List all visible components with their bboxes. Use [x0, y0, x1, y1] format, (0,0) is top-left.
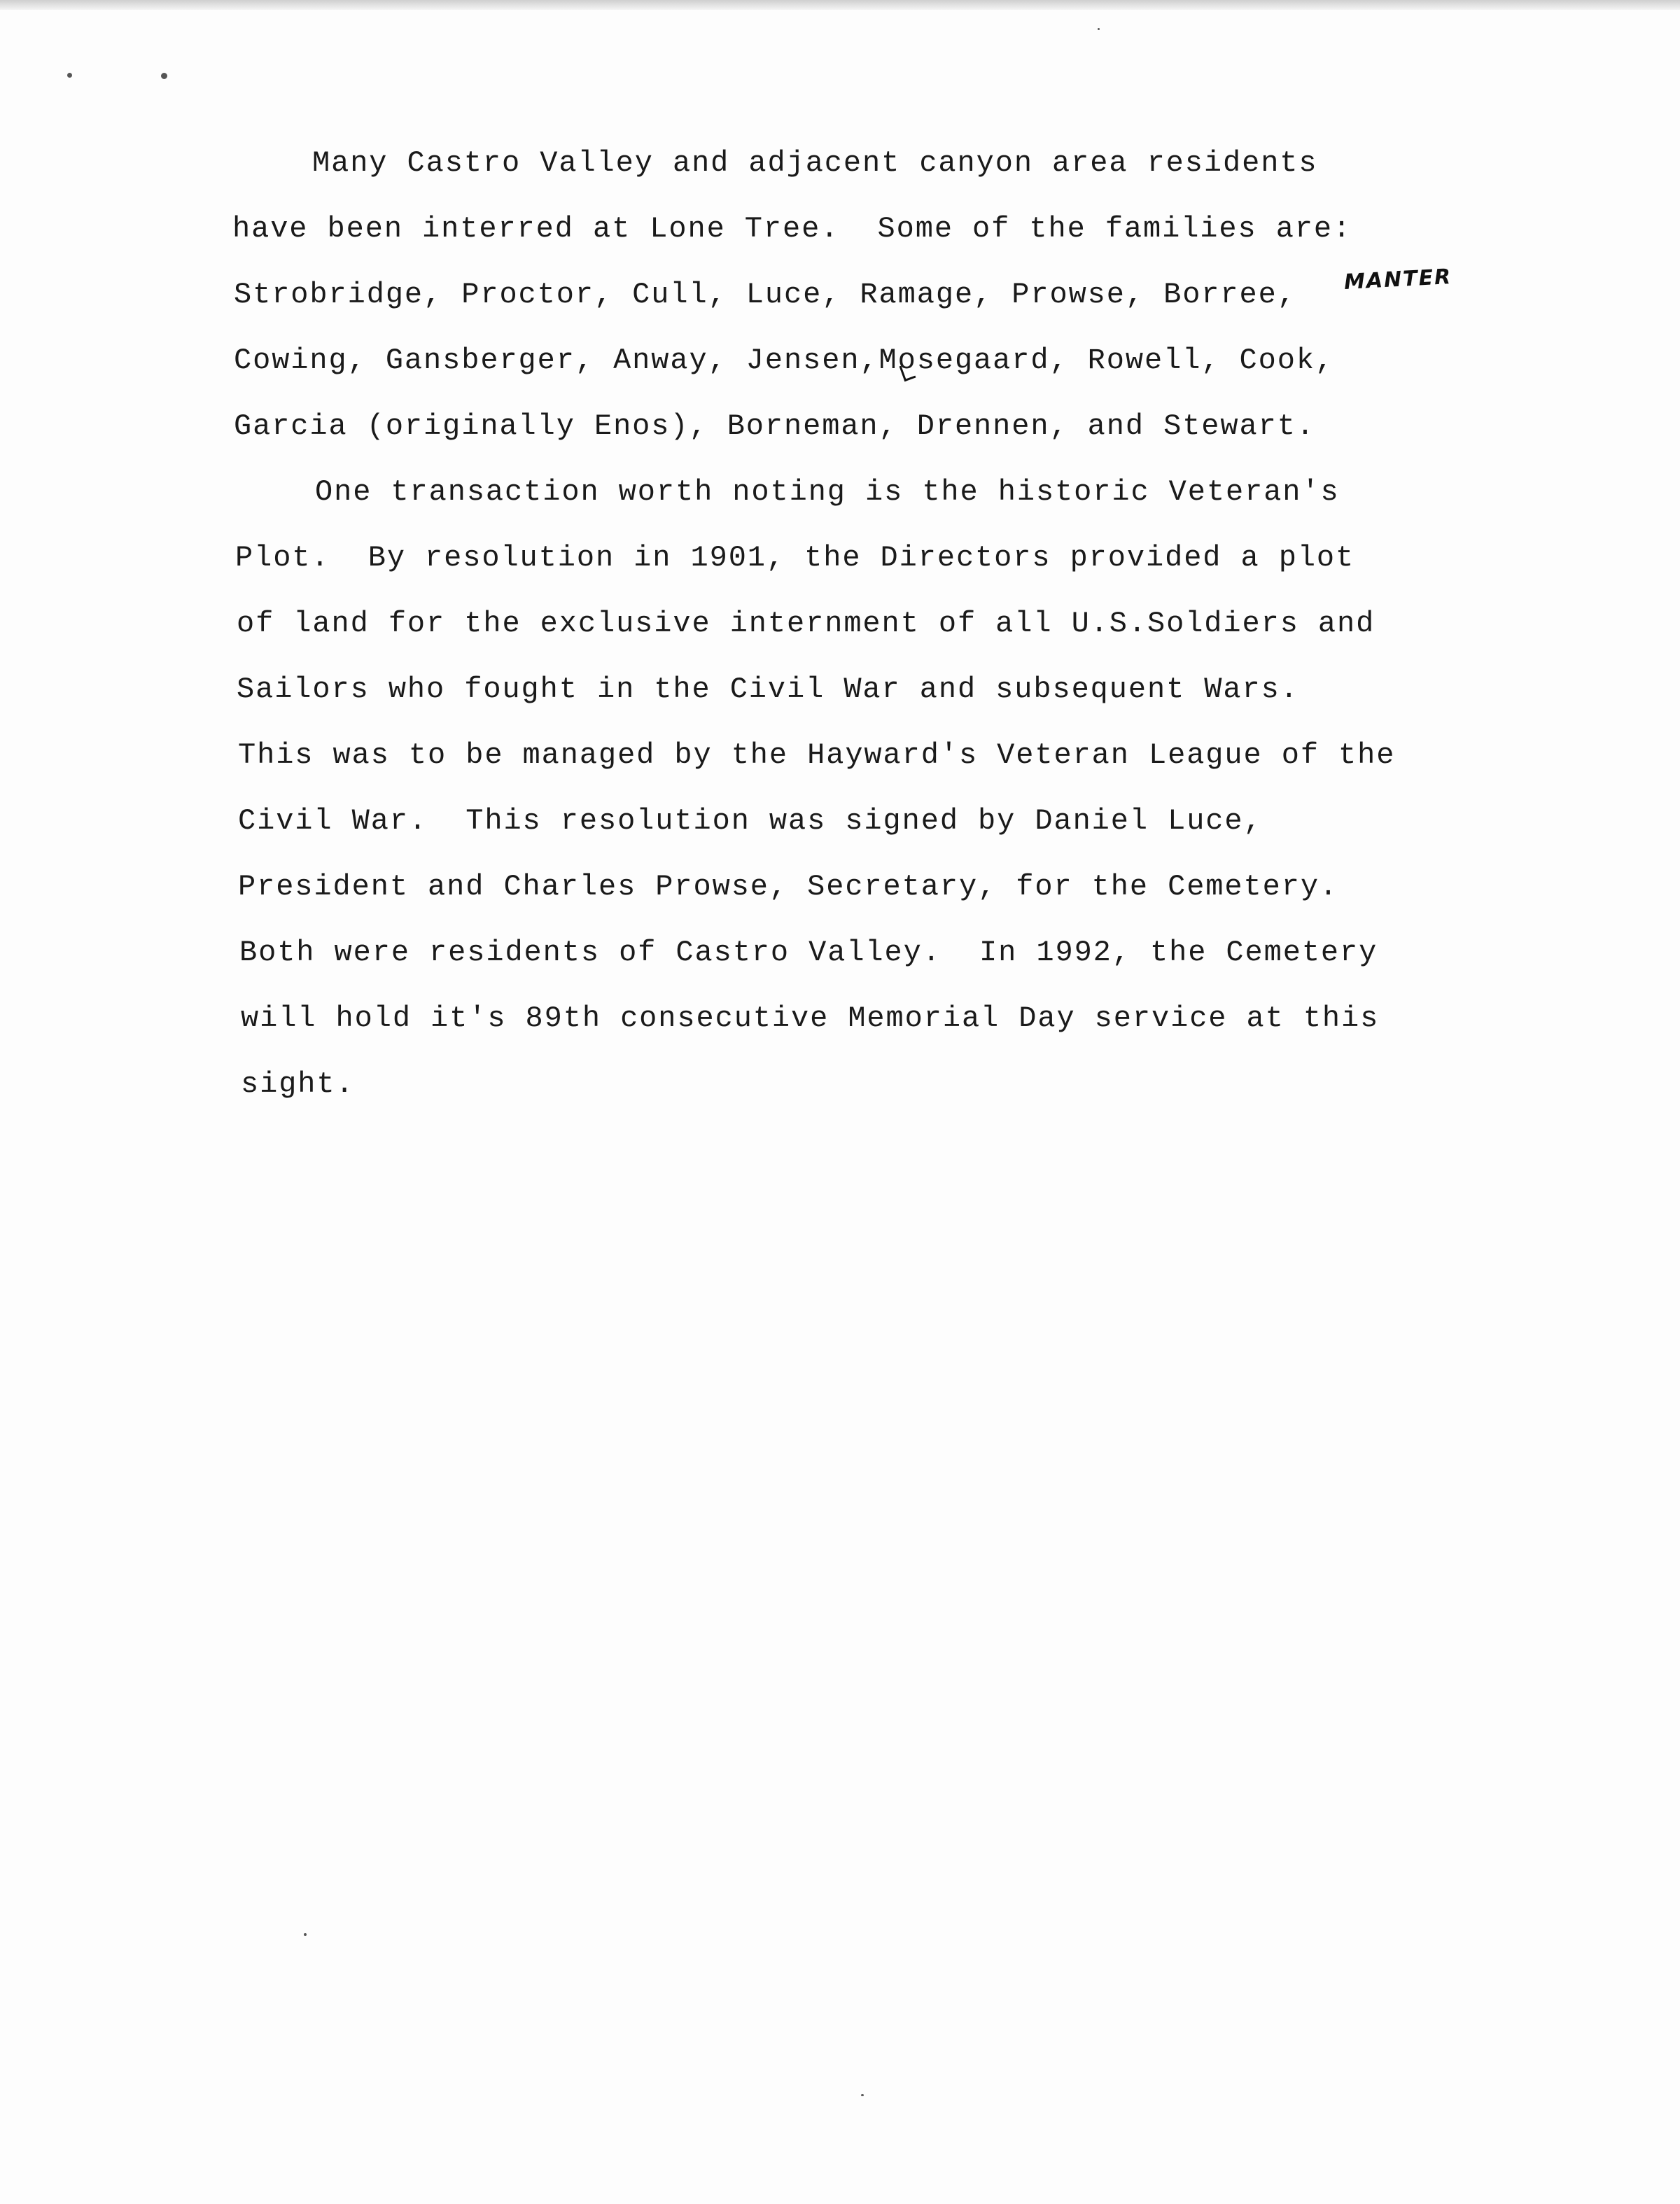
body-text-line: Plot. By resolution in 1901, the Directors provided a plot	[235, 541, 1355, 575]
body-text-line: Sailors who fought in the Civil War and subsequent Wars.	[237, 673, 1299, 706]
body-text-line: of land for the exclusive internment of all U.S.Soldiers and	[237, 607, 1376, 640]
scan-top-edge	[0, 0, 1680, 10]
scan-speck	[304, 1933, 307, 1936]
scan-speck	[161, 73, 167, 79]
body-text-line: Civil War. This resolution was signed by Daniel Luce,	[238, 804, 1263, 838]
body-text-line: This was to be managed by the Hayward's Veteran League of the	[238, 738, 1396, 772]
scan-speck	[861, 2094, 864, 2096]
body-text-line: Many Castro Valley and adjacent canyon area residents	[312, 146, 1318, 180]
scan-speck	[1098, 28, 1100, 30]
handwritten-insertion: MANTER	[1343, 264, 1453, 295]
body-text-line: Strobridge, Proctor, Cull, Luce, Ramage, Prowse, Borree,	[234, 278, 1296, 311]
body-text-line: President and Charles Prowse, Secretary, for the Cemetery.	[238, 870, 1339, 904]
body-text-line: sight.	[241, 1067, 355, 1101]
body-text-line: have been interred at Lone Tree. Some of the families are:	[232, 212, 1352, 246]
body-text-line: Both were residents of Castro Valley. In 1992, the Cemetery	[239, 936, 1378, 969]
body-text-line: Cowing, Gansberger, Anway, Jensen,Mosegaard, Rowell, Cook,	[234, 344, 1335, 377]
body-text-line: will hold it's 89th consecutive Memorial Day service at this	[241, 1002, 1380, 1035]
body-text-line: One transaction worth noting is the historic Veteran's	[315, 475, 1340, 509]
scan-speck	[67, 73, 72, 78]
body-text-line: Garcia (originally Enos), Borneman, Drennen, and Stewart.	[234, 409, 1315, 443]
